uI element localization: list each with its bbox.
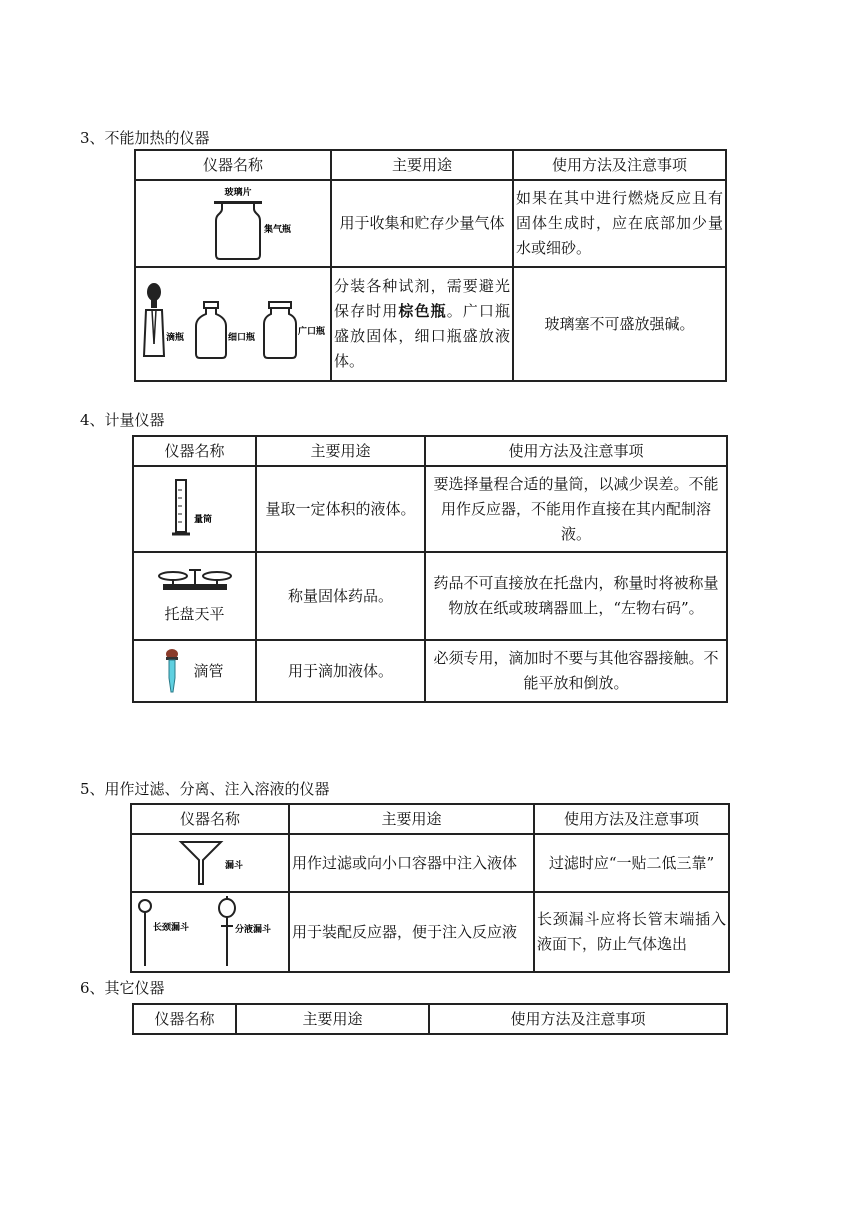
note-cell: 必须专用，滴加时不要与其他容器接触。不能平放和倒放。 <box>425 640 727 702</box>
table-header-row <box>131 804 729 834</box>
long-neck-funnel-label: 长颈漏斗 <box>153 923 190 933</box>
instrument-figure-cell <box>131 892 289 972</box>
instrument-figure-cell <box>131 834 289 892</box>
use-text-continued: 。广口瓶盛放固体，细口瓶盛放液体。 <box>334 302 510 370</box>
table-non-heating-instruments <box>134 149 727 382</box>
section-5-heading: 5、用作过滤、分离、注入溶液的仪器 <box>80 780 330 798</box>
table-row <box>133 552 727 640</box>
use-cell <box>331 267 513 381</box>
note-cell: 如果在其中进行燃烧反应且有固体生成时，应在底部加少量水或细砂。 <box>513 180 726 267</box>
header-name: 仪器名称 <box>133 1004 236 1034</box>
table-filtering-instruments <box>130 803 730 973</box>
table-other-instruments <box>132 1003 728 1035</box>
header-notes: 使用方法及注意事项 <box>425 436 727 466</box>
header-use: 主要用途 <box>236 1004 429 1034</box>
table-row <box>131 834 729 892</box>
instrument-cell <box>133 640 256 702</box>
balance-icon <box>155 566 235 602</box>
table-row <box>135 180 726 267</box>
header-use: 主要用途 <box>289 804 534 834</box>
header-use: 主要用途 <box>256 436 425 466</box>
instrument-figure-cell <box>133 466 256 552</box>
gas-jar-label: 集气瓶 <box>264 224 292 235</box>
dropper-bottle-label: 滴瓶 <box>166 333 185 343</box>
funnel-illustration <box>155 838 265 888</box>
table-measuring-instruments <box>132 435 728 703</box>
use-cell: 用于装配反应器，便于注入反应液 <box>289 892 534 972</box>
instrument-cell <box>133 552 256 640</box>
reagent-bottles-illustration <box>138 274 328 374</box>
table-row <box>133 640 727 702</box>
funnel-label: 漏斗 <box>225 861 244 871</box>
narrow-mouth-bottle-label: 细口瓶 <box>228 333 256 343</box>
use-cell: 用于滴加液体。 <box>256 640 425 702</box>
use-cell: 用作过滤或向小口容器中注入液体 <box>289 834 534 892</box>
table-header-row <box>133 1004 727 1034</box>
funnels-illustration <box>135 894 285 970</box>
dropper-icon <box>165 648 179 694</box>
header-name: 仪器名称 <box>133 436 256 466</box>
section-6-heading: 6、其它仪器 <box>80 979 165 997</box>
header-notes: 使用方法及注意事项 <box>534 804 729 834</box>
measuring-cylinder-illustration <box>160 476 230 542</box>
use-cell: 用于收集和贮存少量气体 <box>331 180 513 267</box>
table-row <box>133 466 727 552</box>
header-name: 仪器名称 <box>131 804 289 834</box>
table-header-row <box>135 150 726 180</box>
instrument-name: 托盘天平 <box>164 604 225 623</box>
section-3-heading: 3、不能加热的仪器 <box>80 129 210 147</box>
instrument-name: 滴管 <box>193 661 224 680</box>
instrument-figure-cell <box>135 180 331 267</box>
note-cell: 长颈漏斗应将长管末端插入液面下，防止气体逸出 <box>534 892 729 972</box>
instrument-figure-cell <box>135 267 331 381</box>
use-cell: 称量固体药品。 <box>256 552 425 640</box>
use-cell: 量取一定体积的液体。 <box>256 466 425 552</box>
separatory-funnel-label: 分液漏斗 <box>235 925 272 935</box>
table-row <box>131 892 729 972</box>
note-cell: 要选择量程合适的量筒，以减少误差。不能用作反应器，不能用作直接在其内配制溶液。 <box>425 466 727 552</box>
wide-mouth-bottle-label: 广口瓶 <box>298 327 326 337</box>
header-name: 仪器名称 <box>135 150 331 180</box>
note-cell: 药品不可直接放在托盘内，称量时将被称量物放在纸或玻璃器皿上，“左物右码”。 <box>425 552 727 640</box>
use-text: 分装各种试剂，需要避光保存时用 <box>334 277 510 320</box>
header-notes: 使用方法及注意事项 <box>429 1004 727 1034</box>
use-emphasis: 棕色瓶 <box>398 302 447 320</box>
gas-jar-illustration <box>178 183 292 265</box>
note-cell: 玻璃塞不可盛放强碱。 <box>513 267 726 381</box>
glass-plate-label: 玻璃片 <box>224 187 252 198</box>
note-cell: 过滤时应“一贴二低三靠” <box>534 834 729 892</box>
measuring-cylinder-label: 量筒 <box>193 515 212 525</box>
header-notes: 使用方法及注意事项 <box>513 150 726 180</box>
table-row <box>135 267 726 381</box>
table-header-row <box>133 436 727 466</box>
section-4-heading: 4、计量仪器 <box>80 411 165 429</box>
header-use: 主要用途 <box>331 150 513 180</box>
